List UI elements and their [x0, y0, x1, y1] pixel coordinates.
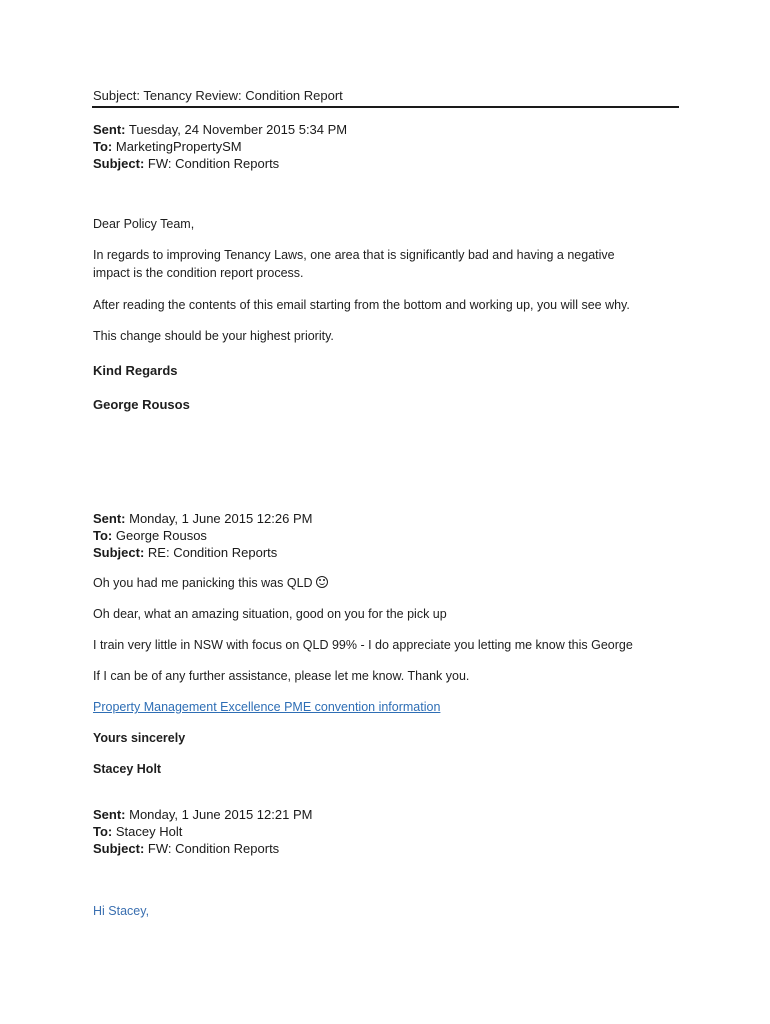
pme-convention-link[interactable]: Property Management Excellence PME convention information: [93, 700, 441, 714]
to-row: [93, 138, 347, 155]
signoff: Kind Regards: [93, 363, 178, 378]
subject-value: FW: Condition Reports: [147, 841, 280, 856]
to-label: To:: [93, 824, 113, 839]
sent-label: Sent:: [93, 807, 126, 822]
greeting: Hi Stacey,: [93, 904, 150, 918]
signoff: Yours sincerely: [93, 731, 186, 745]
body-line: If I can be of any further assistance, please let me know. Thank you.: [93, 669, 470, 683]
sent-row: [93, 121, 347, 138]
subject-label: Subject:: [93, 156, 145, 171]
sent-row: [93, 806, 312, 823]
to-value: Stacey Holt: [115, 824, 183, 839]
sent-label: Sent:: [93, 122, 126, 137]
subject-value: FW: Condition Reports: [147, 156, 280, 171]
body-line: I train very little in NSW with focus on QLD 99% - I do appreciate you letting me know this George: [93, 638, 633, 652]
body-line-text: Oh you had me panicking this was QLD: [93, 576, 313, 590]
link-line: [93, 698, 683, 716]
sent-value: Monday, 1 June 2015 12:21 PM: [129, 807, 313, 822]
body-paragraph: In regards to improving Tenancy Laws, one area that is significantly bad and having a negative impact is the condition report process.: [93, 248, 615, 280]
smiley-icon: [316, 576, 328, 588]
email-header-3: [93, 806, 312, 857]
subject-label: Subject:: [93, 841, 145, 856]
sent-value: Monday, 1 June 2015 12:26 PM: [129, 511, 313, 526]
subject-row: [93, 840, 312, 857]
to-row: [93, 527, 312, 544]
subject-row: [93, 155, 347, 172]
email-header-1: [93, 121, 347, 172]
header-divider: [92, 106, 679, 108]
subject-label: Subject:: [93, 545, 145, 560]
subject-value: RE: Condition Reports: [147, 545, 278, 560]
body-line: [93, 574, 683, 592]
to-label: To:: [93, 528, 113, 543]
to-label: To:: [93, 139, 113, 154]
email-header-2: [93, 510, 312, 561]
sent-label: Sent:: [93, 511, 126, 526]
document-subject: Subject: Tenancy Review: Condition Report: [93, 88, 343, 103]
to-row: [93, 823, 312, 840]
body-paragraph: After reading the contents of this email starting from the bottom and working up, you will see why.: [93, 298, 630, 312]
signature: George Rousos: [93, 397, 190, 412]
body-line: Oh dear, what an amazing situation, good on you for the pick up: [93, 607, 447, 621]
greeting: Dear Policy Team,: [93, 217, 195, 231]
sent-row: [93, 510, 312, 527]
to-value: George Rousos: [115, 528, 207, 543]
sent-value: Tuesday, 24 November 2015 5:34 PM: [128, 122, 348, 137]
to-value: MarketingPropertySM: [115, 139, 242, 154]
subject-row: [93, 544, 312, 561]
signature: Stacey Holt: [93, 762, 162, 776]
body-paragraph: This change should be your highest priority.: [93, 329, 334, 343]
